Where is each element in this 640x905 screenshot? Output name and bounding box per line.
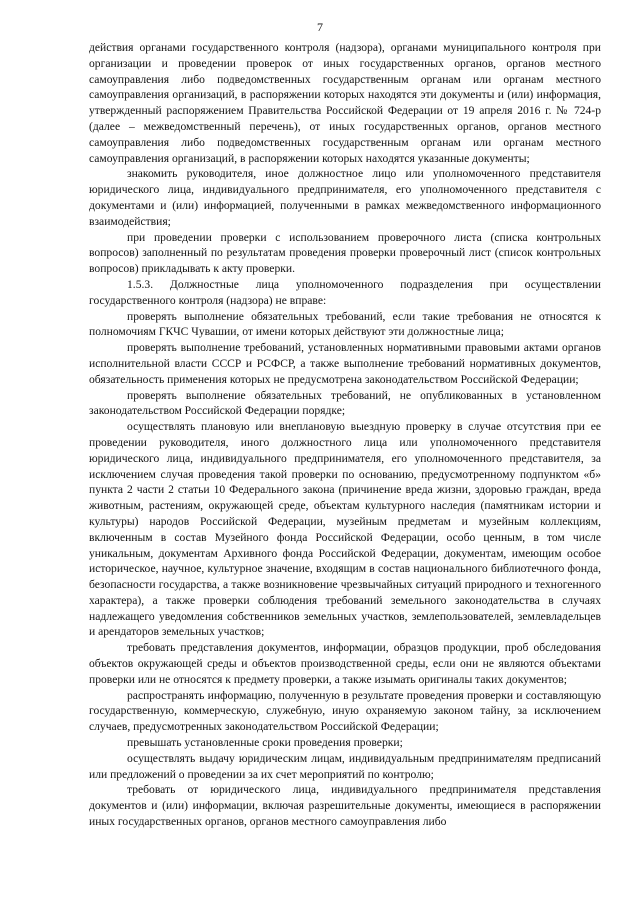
paragraph: превышать установленные сроки проведения проверки; [127, 736, 403, 750]
paragraph: требовать от юридического лица, индивидуального предпринимателя представления документов и (или) информации, включая разрешительные документы, имеющиеся в распоряжении иных государственных органов, органов местного самоуправления либо [89, 783, 601, 829]
page-number: 7 [317, 20, 323, 34]
paragraph: распространять информацию, полученную в результате проведения проверки и составляющую государственную, коммерческую, служебную, иную охраняемую законом тайну, за исключением случаев, предусмотренных законодательством Российской Федерации; [89, 688, 601, 734]
paragraph: действия органами государственного контроля (надзора), органами муниципального контроля при организации и проведении проверок от иных государственных органов, органов местного самоуправления либо подведомственных государственным органам или органам местного самоуправления организаций, в распоряжении которых находятся эти документы и (или) информация, утвержденный распоряжением Правительства Российской Федерации от 19 апреля 2016 г. № 724-р (далее – межведомственный перечень), от иных государственных органов, органов местного самоуправления либо подведомственных государственным органам или органам местного самоуправления организаций, в распоряжении которых находятся указанные документы; [89, 41, 601, 165]
paragraph: осуществлять плановую или внеплановую выездную проверку в случае отсутствия при ее проведении руководителя, иного должностного лица или уполномоченного представителя юридического лица, индивидуального предпринимателя, его уполномоченного представителя, за исключением случая проведения такой проверки по основанию, предусмотренному подпунктом «б» пункта 2 части 2 статьи 10 Федерального закона (причинение вреда жизни, здоровью граждан, вреда животным, растениям, окружающей среде, объектам культурного наследия (памятникам истории и культуры) народов Российской Федерации, музейным предметам и музейным коллекциям, включенным в состав Музейного фонда Российской Федерации, особо ценным, в том числе уникальным, документам Архивного фонда Российской Федерации, документам, имеющим особое историческое, научное, культурное значение, входящим в состав национального библиотечного фонда, безопасности государства, а также возникновение чрезвычайных ситуаций природного и техногенного характера), а также проверки соблюдения требований земельного законодательства в случаях надлежащего уведомления собственников земельных участков, землепользователей, землевладельцев и арендаторов земельных участков; [89, 420, 601, 639]
paragraph: проверять выполнение требований, установленных нормативными правовыми актами органов исполнительной власти СССР и РСФСР, а также выполнение требований нормативных документов, обязательность применения которых не предусмотрена законодательством Российской Федерации; [89, 341, 601, 386]
paragraph: проверять выполнение обязательных требований, не опубликованных в установленном законодательством Российской Федерации порядке; [89, 388, 601, 418]
paragraph: требовать представления документов, информации, образцов продукции, проб обследования объектов окружающей среды и объектов производственной среды, если они не являются объектами проверки или не относятся к предмету проверки, а также изымать оригиналы таких документов; [89, 641, 601, 686]
paragraph: 1.5.3. Должностные лица уполномоченного подразделения при осуществлении государственного контроля (надзора) не вправе: [89, 277, 601, 307]
paragraph: осуществлять выдачу юридическим лицам, индивидуальным предпринимателям предписаний или предложений о проведении за их счет мероприятий по контролю; [89, 751, 601, 781]
paragraph: знакомить руководителя, иное должностное лицо или уполномоченного представителя юридического лица, индивидуального предпринимателя, его уполномоченного представителя с документами и (или) информацией, полученными в рамках межведомственного информационного взаимодействия; [89, 167, 601, 228]
document-body [89, 40, 601, 830]
paragraph: при проведении проверки с использованием проверочного листа (списка контрольных вопросов) заполненный по результатам проведения проверки проверочный лист (список контрольных вопросов) прикладывать к акту проверки. [89, 230, 601, 276]
paragraph: проверять выполнение обязательных требований, если такие требования не относятся к полномочиям ГКЧС Чувашии, от имени которых действуют эти должностные лица; [89, 309, 601, 339]
